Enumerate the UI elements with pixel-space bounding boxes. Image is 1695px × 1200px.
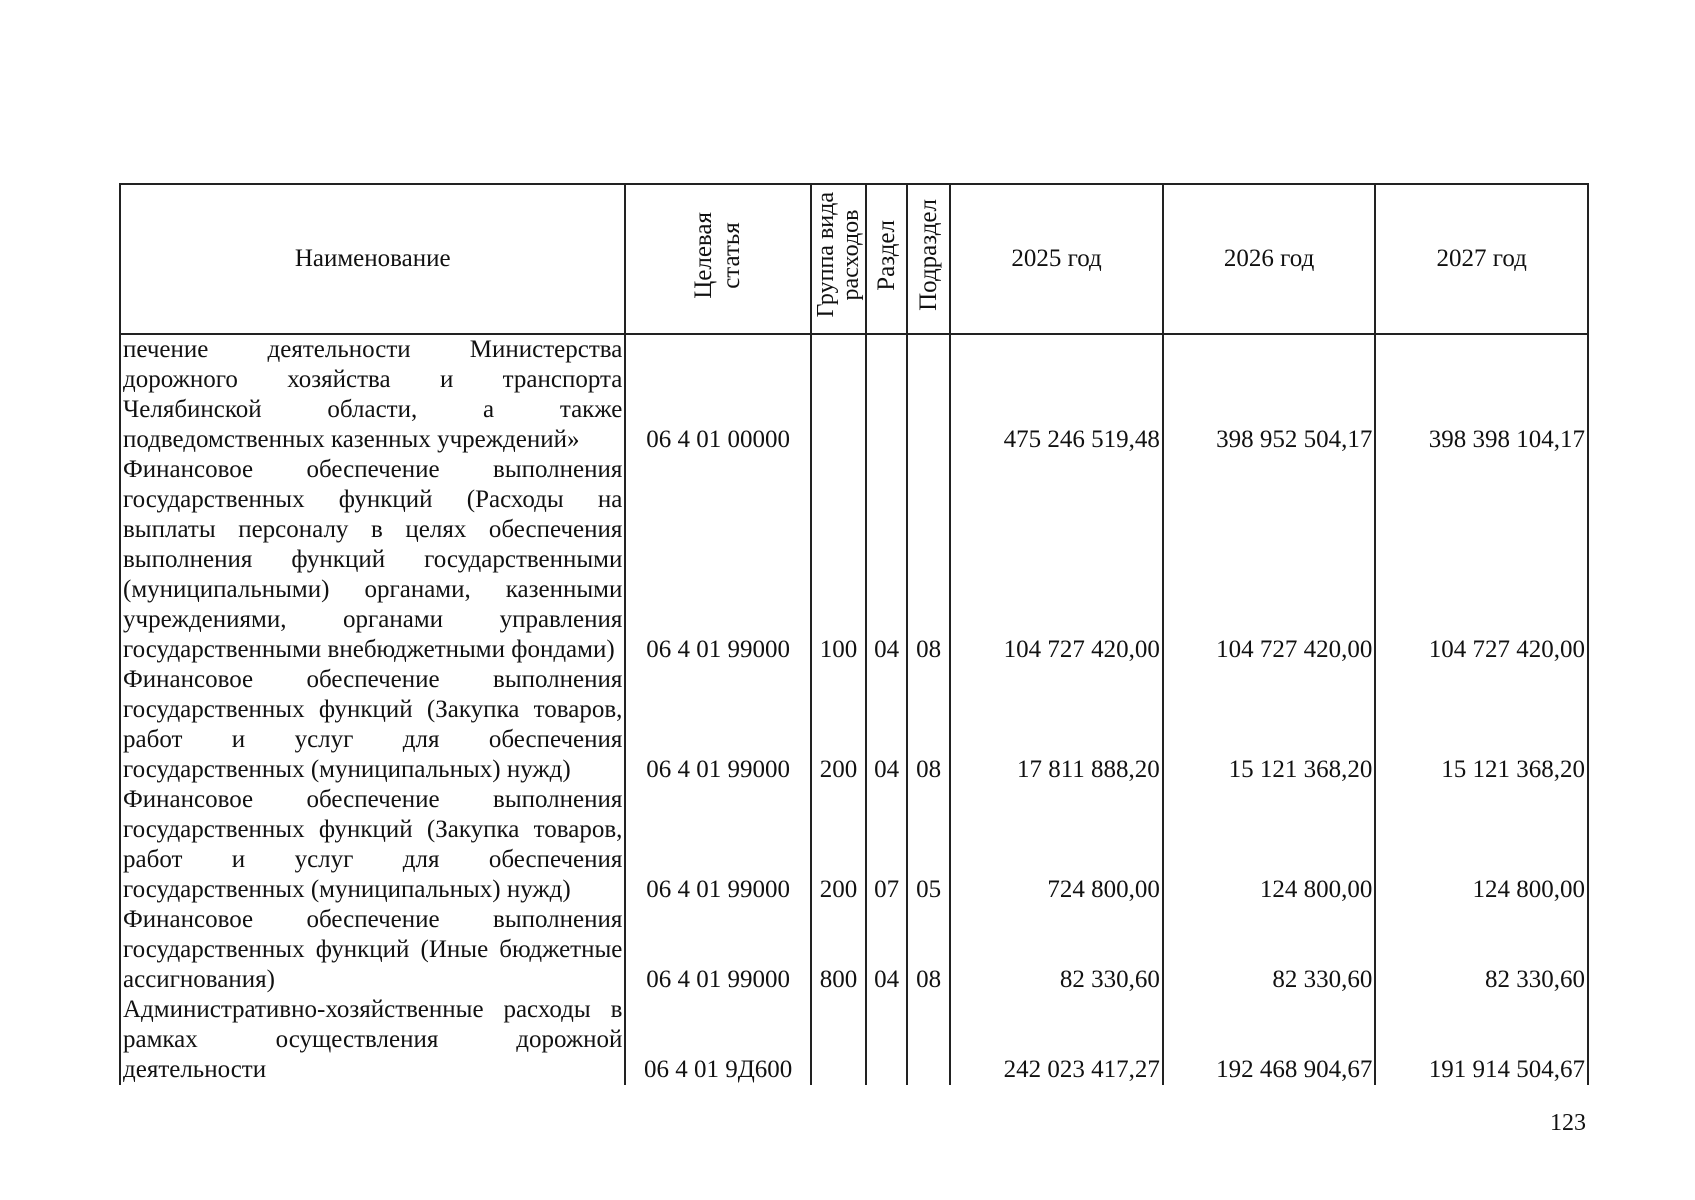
row-amount-2027: 15 121 368,20	[1375, 665, 1588, 785]
row-expense-group: 200	[811, 785, 866, 905]
row-name: Административно-хозяйственные расходы в рамках осуществления дорожной деятельности	[120, 995, 625, 1085]
row-section: 04	[866, 455, 907, 665]
row-amount-2027: 398 398 104,17	[1375, 334, 1588, 455]
header-subsection	[907, 184, 950, 334]
row-amount-2025: 82 330,60	[950, 905, 1163, 995]
row-amount-2026: 82 330,60	[1163, 905, 1376, 995]
table-row	[120, 665, 1588, 785]
header-expense-group-label: Группа вида расходов	[812, 192, 864, 318]
row-target-article: 06 4 01 99000	[625, 665, 811, 785]
row-target-article: 06 4 01 99000	[625, 455, 811, 665]
row-amount-2025: 17 811 888,20	[950, 665, 1163, 785]
row-name: Финансовое обеспечение выполнения государственных функций (Закупка товаров, работ и услуг для обеспечения государственных (муниципальных) нужд)	[120, 785, 625, 905]
page-number: 123	[1550, 1110, 1586, 1136]
row-section: 04	[866, 665, 907, 785]
header-name-label: Наименование	[294, 245, 451, 272]
row-name: Финансовое обеспечение выполнения государственных функций (Расходы на выплаты персоналу в целях обеспечения выполнения функций государственными (муниципальными) органами, казенными учреждениями, органами управления государственными внебюджетными фондами)	[120, 455, 625, 665]
row-amount-2026: 104 727 420,00	[1163, 455, 1376, 665]
header-expense-group	[811, 184, 866, 334]
table-header	[120, 184, 1588, 334]
row-amount-2025: 104 727 420,00	[950, 455, 1163, 665]
row-expense-group: 100	[811, 455, 866, 665]
row-subsection: 05	[907, 785, 950, 905]
row-expense-group: 200	[811, 665, 866, 785]
row-target-article: 06 4 01 99000	[625, 785, 811, 905]
header-year-2025-label: 2025 год	[1011, 245, 1102, 272]
row-subsection: 08	[907, 905, 950, 995]
row-amount-2026: 398 952 504,17	[1163, 334, 1376, 455]
row-amount-2026: 192 468 904,67	[1163, 995, 1376, 1085]
row-amount-2027: 104 727 420,00	[1375, 455, 1588, 665]
row-amount-2025: 242 023 417,27	[950, 995, 1163, 1085]
row-subsection	[907, 334, 950, 455]
header-year-2026	[1163, 184, 1376, 334]
table-row	[120, 785, 1588, 905]
table-row	[120, 334, 1588, 455]
row-expense-group: 800	[811, 905, 866, 995]
row-amount-2027: 124 800,00	[1375, 785, 1588, 905]
header-name	[120, 184, 625, 334]
row-expense-group	[811, 334, 866, 455]
row-name: Финансовое обеспечение выполнения государственных функций (Иные бюджетные ассигнования)	[120, 905, 625, 995]
row-section	[866, 995, 907, 1085]
header-target-article	[625, 184, 811, 334]
row-target-article: 06 4 01 00000	[625, 334, 811, 455]
row-amount-2027: 82 330,60	[1375, 905, 1588, 995]
row-amount-2025: 724 800,00	[950, 785, 1163, 905]
row-name: Финансовое обеспечение выполнения государственных функций (Закупка товаров, работ и услуг для обеспечения государственных (муниципальных) нужд)	[120, 665, 625, 785]
row-expense-group	[811, 995, 866, 1085]
row-subsection: 08	[907, 665, 950, 785]
row-section	[866, 334, 907, 455]
header-year-2025	[950, 184, 1163, 334]
header-year-2026-label: 2026 год	[1223, 245, 1315, 272]
row-amount-2026: 124 800,00	[1163, 785, 1376, 905]
row-subsection: 08	[907, 455, 950, 665]
table-row	[120, 995, 1588, 1085]
table-body	[120, 334, 1588, 1085]
row-name: печение деятельности Министерства дорожного хозяйства и транспорта Челябинской области, а также подведомственных казенных учреждений»	[120, 334, 625, 455]
row-target-article: 06 4 01 99000	[625, 905, 811, 995]
row-target-article: 06 4 01 9Д600	[625, 995, 811, 1085]
row-amount-2025: 475 246 519,48	[950, 334, 1163, 455]
table-row	[120, 455, 1588, 665]
row-section: 04	[866, 905, 907, 995]
row-subsection	[907, 995, 950, 1085]
row-amount-2027: 191 914 504,67	[1375, 995, 1588, 1085]
header-target-article-label: Целевая статья	[690, 211, 746, 299]
header-year-2027	[1375, 184, 1588, 334]
header-section	[866, 184, 907, 334]
budget-table	[119, 183, 1589, 1085]
header-subsection-label: Подраздел	[914, 199, 942, 311]
header-section-label: Раздел	[872, 219, 900, 291]
header-year-2027-label: 2027 год	[1436, 245, 1527, 272]
table-row	[120, 905, 1588, 995]
row-amount-2026: 15 121 368,20	[1163, 665, 1376, 785]
row-section: 07	[866, 785, 907, 905]
